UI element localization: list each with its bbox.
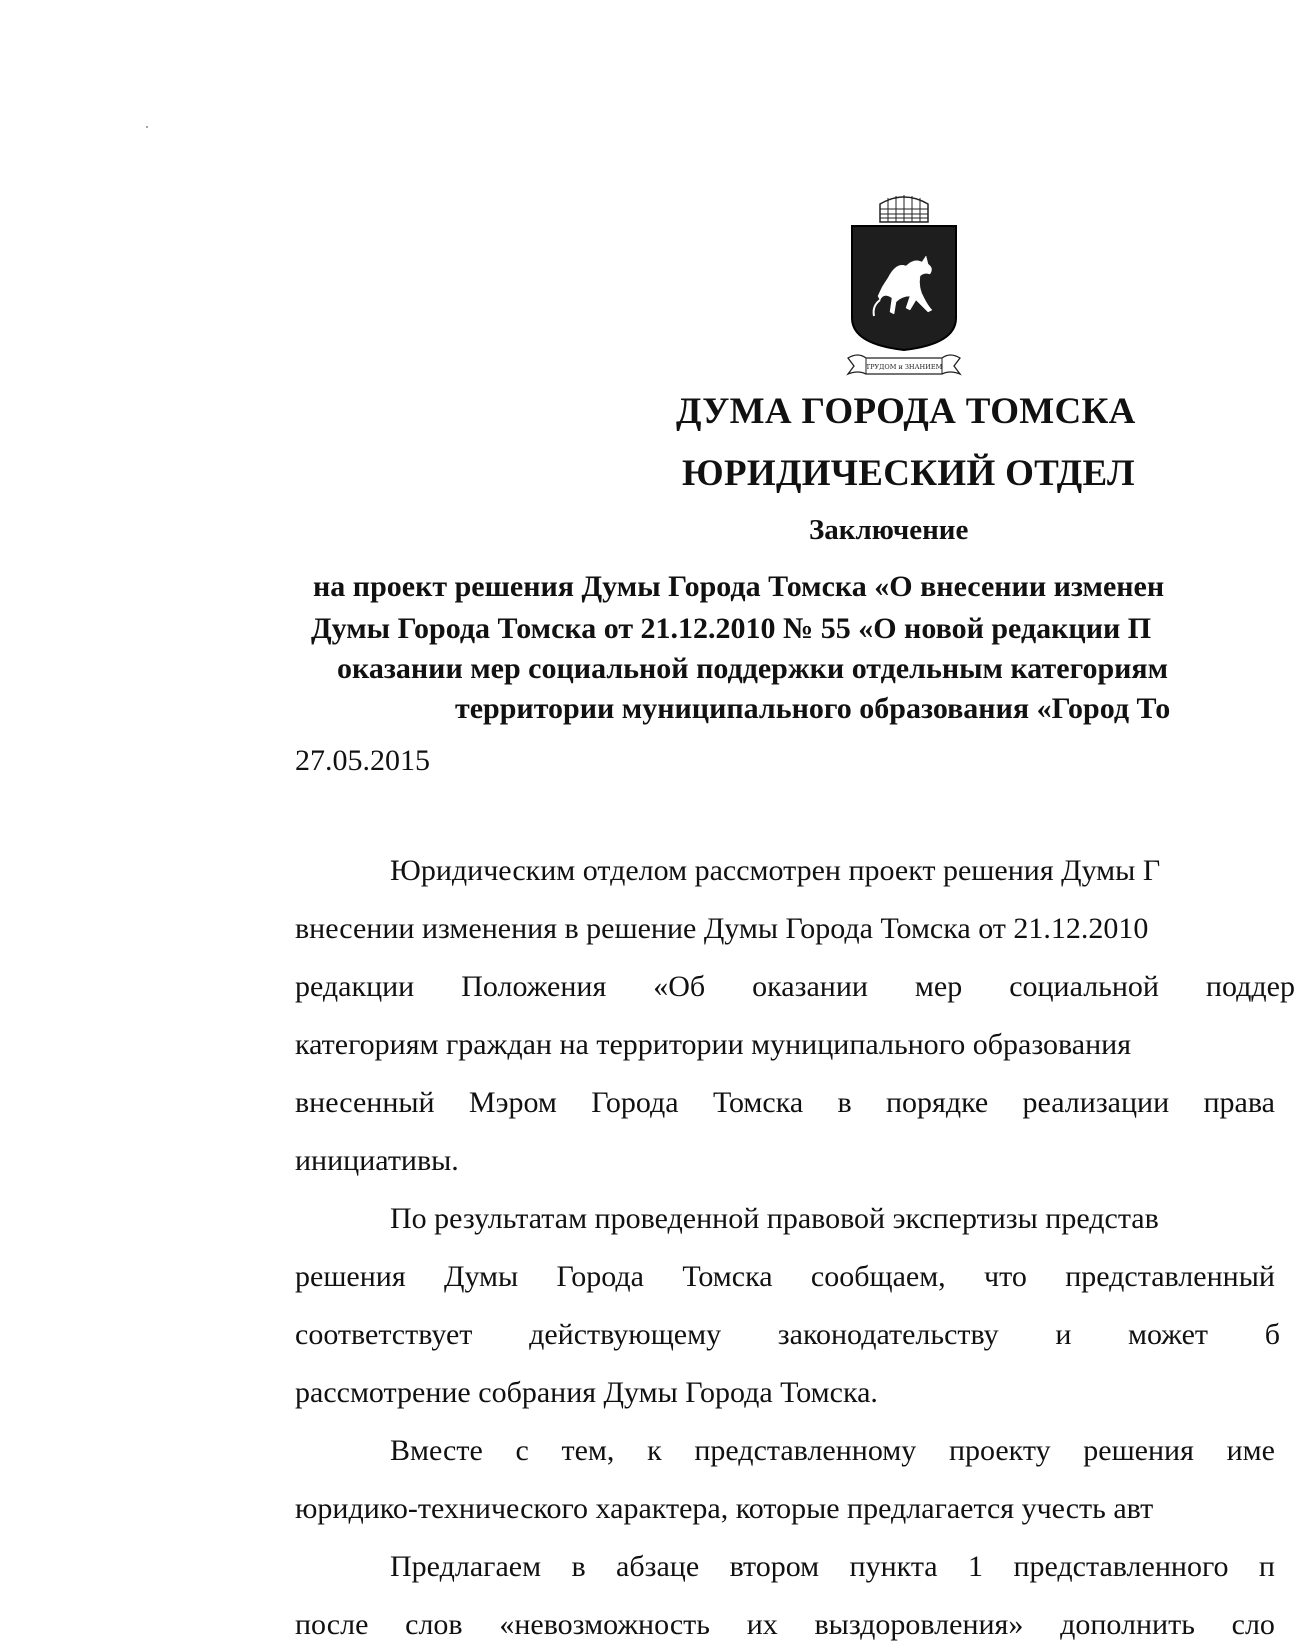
word: представленный [1065, 1260, 1275, 1293]
paragraph-1-line: внесении изменения в решение Думы Города Томска от 21.12.2010 [295, 912, 1149, 945]
word: «Об [653, 970, 706, 1003]
word: порядке [885, 1086, 989, 1119]
subject-line: оказании мер социальной поддержки отдельным категориям [337, 652, 1169, 685]
word: внесенный [295, 1086, 435, 1119]
word: име [1226, 1434, 1275, 1467]
paragraph-3-line: юридико-технического характера, которые предлагается учесть авт [295, 1492, 1154, 1525]
emblem-motto: ТРУДОМ и ЗНАНИЕМ [865, 363, 943, 371]
word: п [1258, 1550, 1275, 1583]
word: представленного [1013, 1550, 1229, 1583]
word: и [1055, 1318, 1072, 1351]
word: решения [295, 1260, 406, 1293]
word: права [1203, 1086, 1275, 1119]
word: представленному [694, 1434, 917, 1467]
paragraph-4-justified-line [295, 1608, 1275, 1642]
document-date: 27.05.2015 [295, 744, 430, 777]
word: сообщаем, [810, 1260, 946, 1293]
subject-line: Думы Города Томска от 21.12.2010 № 55 «О новой редакции П [311, 612, 1152, 645]
word: Томска [712, 1086, 804, 1119]
word: их [746, 1608, 778, 1641]
word: реализации [1022, 1086, 1170, 1119]
department-name: ЮРИДИЧЕСКИЙ ОТДЕЛ [682, 453, 1135, 494]
word: после [295, 1608, 369, 1641]
paragraph-1-line: Юридическим отделом рассмотрен проект решения Думы Г [390, 854, 1161, 887]
paragraph-2-justified-line [295, 1318, 1280, 1352]
subject-line: территории муниципального образования «Город То [455, 692, 1171, 725]
word: редакции [295, 970, 415, 1003]
paragraph-4-justified-line [390, 1550, 1275, 1584]
paragraph-1-line: категориям граждан на территории муниципального образования [295, 1028, 1131, 1061]
word: Города [556, 1260, 644, 1293]
word: пункта [849, 1550, 938, 1583]
word: проекту [948, 1434, 1051, 1467]
word: Города [591, 1086, 679, 1119]
word: Положения [461, 970, 607, 1003]
word: поддер [1205, 970, 1295, 1003]
word: выздоровления» [814, 1608, 1024, 1641]
paragraph-2-line: рассмотрение собрания Думы Города Томска. [295, 1376, 878, 1409]
paragraph-2-line: По результатам проведенной правовой экспертизы представ [390, 1202, 1159, 1235]
organization-name: ДУМА ГОРОДА ТОМСКА [676, 391, 1136, 432]
paragraph-1-justified-line [295, 970, 1295, 1004]
word: решения [1083, 1434, 1194, 1467]
word: Предлагаем [390, 1550, 542, 1583]
word: с [515, 1434, 529, 1467]
word: абзаце [616, 1550, 700, 1583]
word: мер [914, 970, 963, 1003]
word: законодательству [777, 1318, 999, 1351]
word: действующему [529, 1318, 722, 1351]
word: 1 [968, 1550, 984, 1583]
word: к [647, 1434, 662, 1467]
word: в [837, 1086, 852, 1119]
word: соответствует [295, 1318, 473, 1351]
word: может [1128, 1318, 1209, 1351]
word: социальной [1009, 970, 1159, 1003]
paragraph-1-justified-line [295, 1086, 1275, 1120]
word: Мэром [468, 1086, 557, 1119]
paragraph-3-justified-line [390, 1434, 1275, 1468]
word: тем, [561, 1434, 615, 1467]
paragraph-1-line: инициативы. [295, 1144, 459, 1177]
word: сло [1231, 1608, 1275, 1641]
word: что [984, 1260, 1027, 1293]
word: Думы [443, 1260, 519, 1293]
paragraph-2-justified-line [295, 1260, 1275, 1294]
document-type: Заключение [809, 514, 969, 546]
word: дополнить [1060, 1608, 1195, 1641]
word: Вместе [390, 1434, 483, 1467]
word: Томска [682, 1260, 773, 1293]
word: оказании [752, 970, 868, 1003]
word: слов [405, 1608, 463, 1641]
word: «невозможность [499, 1608, 710, 1641]
word: в [571, 1550, 586, 1583]
word: втором [729, 1550, 820, 1583]
word: б [1264, 1318, 1280, 1351]
subject-line: на проект решения Думы Города Томска «О внесении изменен [313, 570, 1165, 603]
